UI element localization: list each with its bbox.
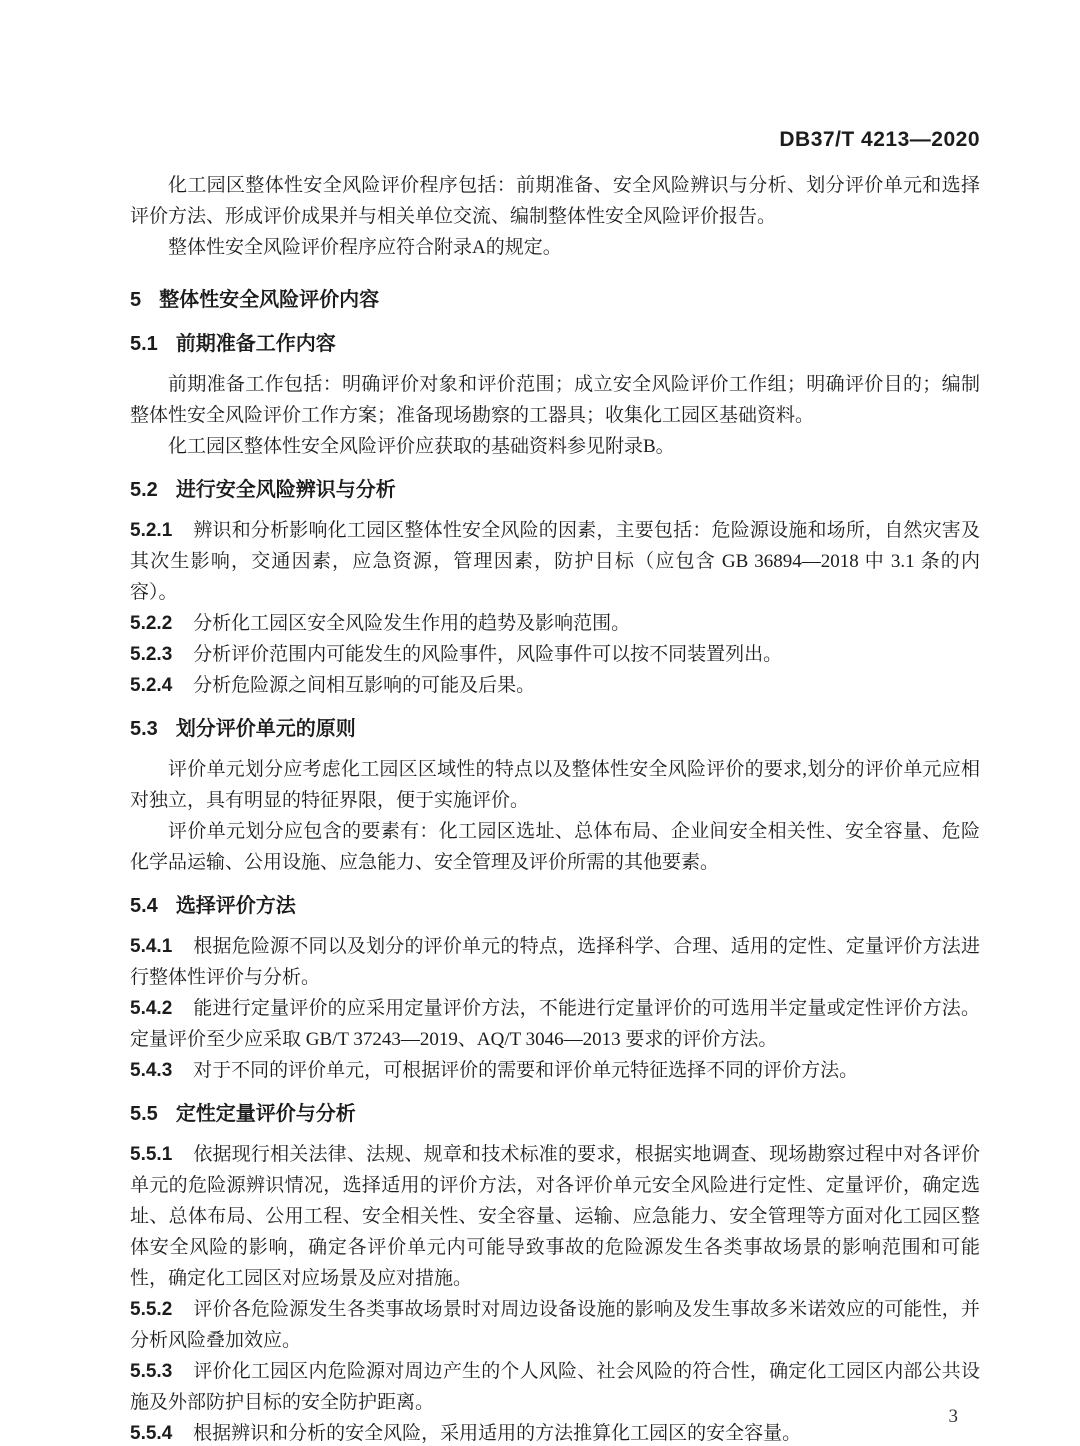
- heading-title: 定性定量评价与分析: [175, 1103, 356, 1125]
- subsection-heading: [130, 891, 980, 922]
- clause: [130, 993, 980, 1055]
- heading-number: 5.1: [130, 333, 158, 355]
- subsection-heading: [130, 714, 980, 745]
- clause-number: 5.4.2: [130, 998, 173, 1019]
- heading-number: 5.3: [130, 718, 158, 740]
- heading-title: 前期准备工作内容: [175, 333, 336, 355]
- heading-number: 5.5: [130, 1103, 158, 1125]
- document-body: [130, 170, 980, 1446]
- clause: [130, 1294, 980, 1356]
- clause-text: 依据现行相关法律、法规、规章和技术标准的要求，根据实地调查、现场勘察过程中对各评价单元的危险源辨识情况，选择适用的评价方法，对各评价单元安全风险进行定性、定量评价，确定选址、总体布局、公用工程、安全相关性、安全容量、运输、应急能力、安全管理等方面对化工园区整体安全风险的影响，确定各评价单元内可能导致事故的危险源发生各类事故场景的影响范围和可能性，确定化工园区对应场景及应对措施。: [130, 1144, 980, 1289]
- clause: [130, 608, 980, 639]
- clause: [130, 1418, 980, 1446]
- clause-number: 5.4.3: [130, 1060, 173, 1081]
- clause: [130, 931, 980, 993]
- clause-text: 对于不同的评价单元，可根据评价的需要和评价单元特征选择不同的评价方法。: [193, 1060, 859, 1081]
- clause-number: 5.5.2: [130, 1299, 173, 1320]
- clause-number: 5.4.1: [130, 936, 173, 957]
- clause-number: 5.5.4: [130, 1423, 173, 1444]
- clause-text: 根据辨识和分析的安全风险，采用适用的方法推算化工园区的安全容量。: [193, 1423, 802, 1444]
- page-header: [779, 128, 980, 152]
- clause-text: 根据危险源不同以及划分的评价单元的特点，选择科学、合理、适用的定性、定量评价方法进行整体性评价与分析。: [130, 936, 980, 988]
- heading-number: 5.2: [130, 479, 158, 501]
- clause-number: 5.5.3: [130, 1361, 173, 1382]
- paragraph: 评价单元划分应考虑化工园区区域性的特点以及整体性安全风险评价的要求,划分的评价单元应相对独立，具有明显的特征界限，便于实施评价。: [130, 759, 980, 811]
- heading-title: 选择评价方法: [175, 895, 296, 917]
- clause-number: 5.2.2: [130, 613, 173, 634]
- clause-number: 5.2.3: [130, 644, 173, 665]
- standard-number: DB37/T 4213—2020: [779, 128, 980, 151]
- clause-text: 能进行定量评价的应采用定量评价方法，不能进行定量评价的可选用半定量或定性评价方法。定量评价至少应采取 GB/T 37243—2019、AQ/T 3046—2013 要求的评价方法。: [130, 998, 980, 1050]
- clause-text: 分析化工园区安全风险发生作用的趋势及影响范围。: [193, 613, 631, 634]
- clause: [130, 1055, 980, 1086]
- clause: [130, 1356, 980, 1418]
- subsection-heading: [130, 329, 980, 360]
- page-number: 3: [948, 1406, 958, 1427]
- clause: [130, 670, 980, 701]
- clause-text: 辨识和分析影响化工园区整体性安全风险的因素，主要包括：危险源设施和场所，自然灾害及其次生影响，交通因素，应急资源，管理因素，防护目标（应包含 GB 36894—2018 中 3.1 条的内容）。: [130, 520, 980, 603]
- clause-text: 分析危险源之间相互影响的可能及后果。: [193, 675, 536, 696]
- heading-title: 划分评价单元的原则: [175, 718, 356, 740]
- paragraph: 评价单元划分应包含的要素有：化工园区选址、总体布局、企业间安全相关性、安全容量、危险化学品运输、公用设施、应急能力、安全管理及评价所需的其他要素。: [130, 821, 980, 873]
- paragraph: 整体性安全风险评价程序应符合附录A的规定。: [168, 237, 562, 258]
- clause: [130, 1139, 980, 1294]
- subsection-heading: [130, 1099, 980, 1130]
- clause-text: 评价各危险源发生各类事故场景时对周边设备设施的影响及发生事故多米诺效应的可能性，并分析风险叠加效应。: [130, 1299, 980, 1351]
- clause-number: 5.2.4: [130, 675, 173, 696]
- clause: [130, 515, 980, 608]
- page-footer: [949, 1406, 959, 1428]
- clause-text: 分析评价范围内可能发生的风险事件，风险事件可以按不同装置列出。: [193, 644, 783, 665]
- subsection-heading: [130, 475, 980, 506]
- clause-text: 评价化工园区内危险源对周边产生的个人风险、社会风险的符合性，确定化工园区内部公共设施及外部防护目标的安全防护距离。: [130, 1361, 980, 1413]
- heading-title: 整体性安全风险评价内容: [159, 289, 380, 311]
- heading-number: 5: [130, 289, 142, 311]
- clause-number: 5.5.1: [130, 1144, 173, 1165]
- heading-number: 5.4: [130, 895, 158, 917]
- heading-title: 进行安全风险辨识与分析: [175, 479, 396, 501]
- clause: [130, 639, 980, 670]
- paragraph: 化工园区整体性安全风险评价应获取的基础资料参见附录B。: [168, 436, 675, 457]
- clause-number: 5.2.1: [130, 520, 173, 541]
- paragraph: 前期准备工作包括：明确评价对象和评价范围；成立安全风险评价工作组；明确评价目的；编制整体性安全风险评价工作方案；准备现场勘察的工器具；收集化工园区基础资料。: [130, 374, 980, 426]
- paragraph: 化工园区整体性安全风险评价程序包括：前期准备、安全风险辨识与分析、划分评价单元和选择评价方法、形成评价成果并与相关单位交流、编制整体性安全风险评价报告。: [130, 175, 980, 227]
- section-heading: [130, 285, 980, 316]
